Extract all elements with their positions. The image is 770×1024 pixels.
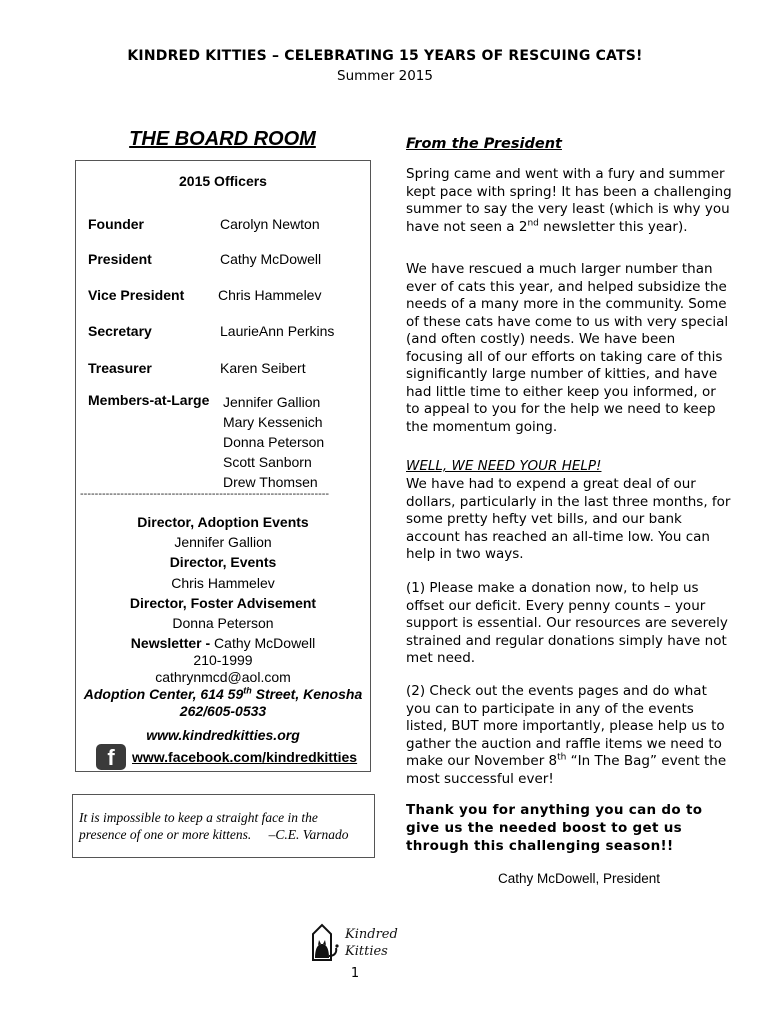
officers-box — [75, 160, 371, 772]
member-name: Jennifer Gallion — [223, 394, 321, 410]
director-title: Director, Foster Advisement — [129, 595, 317, 611]
officer-role: Founder — [88, 216, 144, 232]
president-paragraph-1 — [406, 166, 732, 236]
director-name: Jennifer Gallion — [174, 534, 272, 550]
thank-you-message: Thank you for anything you can do to give us the needed boost to get us through this challenging season!! — [406, 802, 703, 854]
president-paragraph-3: We have had to expend a great deal of our dollars, particularly in the last three months, for some pretty hefty vet bills, and our bank account has reached an all-time low. You can help in two ways. — [406, 476, 731, 562]
paragraph-sup: nd — [527, 218, 539, 228]
officer-role: Secretary — [88, 323, 152, 339]
logo-icon — [309, 920, 399, 962]
address-sup: th — [243, 685, 252, 696]
paragraph-sup: th — [557, 752, 567, 763]
officer-name: Carolyn Newton — [220, 216, 320, 232]
kindred-kitties-logo — [309, 920, 399, 962]
page-number: 1 — [350, 966, 360, 981]
member-name: Drew Thomsen — [223, 474, 318, 490]
officer-name: LaurieAnn Perkins — [220, 323, 335, 339]
officer-role: President — [88, 251, 152, 267]
newsletter-title: KINDRED KITTIES – CELEBRATING 15 YEARS OF RESCUING CATS! — [127, 48, 643, 64]
officer-name: Chris Hammelev — [218, 287, 322, 303]
facebook-link[interactable]: www.facebook.com/kindredkitties — [132, 749, 358, 765]
newsletter-issue: Summer 2015 — [337, 68, 433, 84]
paragraph-text: “In The Bag” event the most successful ever! — [406, 753, 727, 787]
dashed-divider: -------------------------------------------------------------------- — [80, 488, 330, 500]
help-heading: WELL, WE NEED YOUR HELP! — [406, 458, 602, 474]
members-label: Members-at-Large — [88, 392, 210, 408]
newsletter-phone: 210-1999 — [193, 652, 253, 668]
newsletter-editor: Cathy McDowell — [214, 635, 316, 651]
paragraph-text: Spring came and went with a fury and summer kept pace with spring! It has been a challenging summer to say the very least (which is why you have not seen a 2 — [406, 166, 732, 235]
paragraph-text: newsletter this year). — [538, 218, 688, 235]
newsletter-email: cathrynmcd@aol.com — [155, 669, 291, 685]
address-part: Street, Kenosha — [251, 686, 363, 702]
officers-heading: 2015 Officers — [179, 173, 267, 189]
president-signoff: Cathy McDowell, President — [498, 871, 661, 886]
website-link[interactable]: www.kindredkitties.org — [146, 727, 300, 743]
adoption-center-address — [76, 686, 370, 702]
quote-author: –C.E. Varnado — [268, 827, 349, 842]
president-paragraph-4: (1) Please make a donation now, to help us offset our deficit. Every penny counts – your support is essential. Our resources are severely strained and regular donations simply have not met need. — [406, 580, 728, 666]
members-list — [223, 392, 324, 492]
president-paragraph-2: We have rescued a much larger number than ever of cats this year, and helped subsidize the needs of a many more in the community. Some of these cats have come to us with very special (and often costly) needs. We have been focusing all of our efforts on taking care of this significantly large number of kitties, and have had little time to either keep you informed, or to appeal to you for the help we need to keep the momentum going. — [406, 261, 729, 435]
director-title: Director, Adoption Events — [137, 514, 309, 530]
quote-text: It is impossible to keep a straight face in the presence of one or more kittens. — [79, 810, 318, 842]
logo-text: Kindred — [345, 927, 398, 942]
logo-text: Kitties — [345, 944, 388, 959]
director-name: Donna Peterson — [172, 615, 274, 631]
officer-name: Cathy McDowell — [220, 251, 322, 267]
newsletter-label: Newsletter - — [130, 635, 215, 651]
newsletter-contact — [76, 635, 370, 651]
quote-box — [72, 794, 375, 858]
paragraph-text: (2) Check out the events pages and do what you can to participate in any of the events listed, BUT more importantly, please help us to gather the auction and raffle items we need to make our November 8 — [406, 683, 725, 769]
adoption-center-phone: 262/605-0533 — [179, 703, 267, 719]
facebook-icon[interactable]: f — [96, 744, 126, 770]
president-paragraph-5 — [406, 683, 732, 788]
board-room-heading: THE BOARD ROOM — [129, 128, 316, 150]
director-name: Chris Hammelev — [171, 575, 275, 591]
officer-name: Karen Seibert — [220, 360, 306, 376]
member-name: Mary Kessenich — [223, 414, 323, 430]
officer-role: Treasurer — [88, 360, 152, 376]
officer-role: Vice President — [88, 287, 185, 303]
member-name: Scott Sanborn — [223, 454, 312, 470]
address-part: Adoption Center, 614 59 — [83, 686, 244, 702]
member-name: Donna Peterson — [223, 434, 325, 450]
director-title: Director, Events — [169, 554, 277, 570]
president-heading: From the President — [406, 136, 562, 152]
